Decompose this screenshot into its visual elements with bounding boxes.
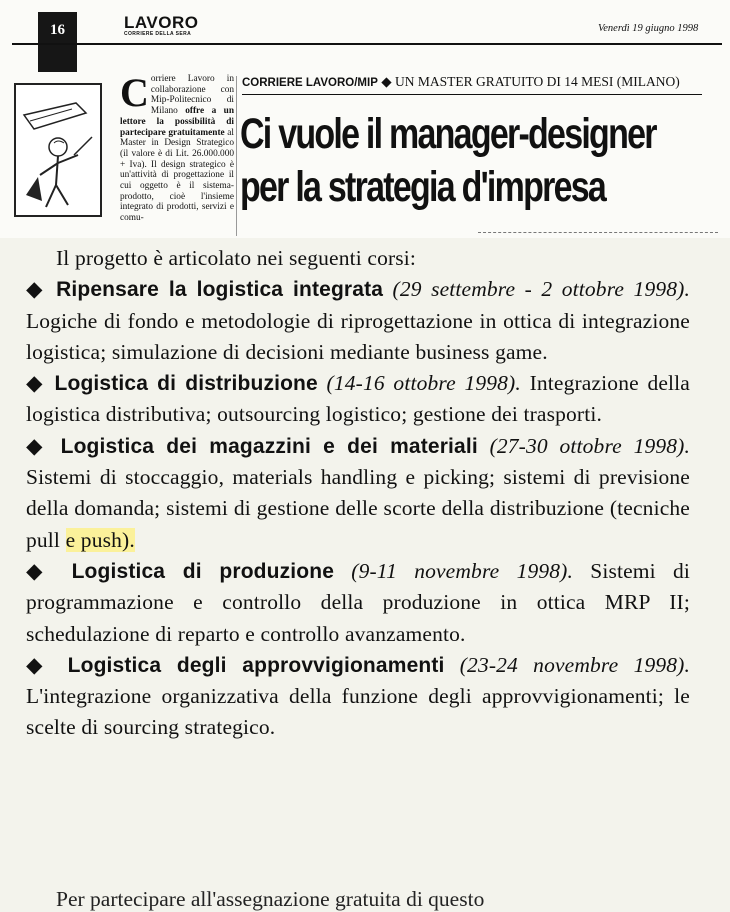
- kicker-section: CORRIERE LAVORO/MIP: [242, 77, 378, 89]
- course-dates: (23-24 novembre 1998).: [459, 652, 691, 677]
- course-item: [26, 650, 690, 744]
- page-number: 16: [38, 12, 77, 72]
- course-description: Sistemi di programmazione e controllo della produzione in ottica MRP II; schedulazione di reparto e controllo avanzamento.: [26, 558, 691, 646]
- course-title: Logistica degli approvvigionamenti: [67, 653, 445, 677]
- course-title: Logistica di produzione: [71, 559, 335, 583]
- course-item: [26, 556, 690, 650]
- diamond-bullet-icon: ◆: [26, 277, 47, 302]
- sketch-illustration-icon: [16, 85, 100, 215]
- kicker-rule: [242, 94, 702, 95]
- illustration: [14, 83, 102, 217]
- course-description: Integrazione della logistica distributiva; outsourcing logistico; gestione dei trasporti.: [26, 371, 690, 427]
- kicker-line: [242, 74, 680, 90]
- course-description: L'integrazione organizzativa della funzione degli approvvigionamenti; le scelte di sourcing strategico.: [26, 684, 690, 740]
- diamond-bullet-icon: ◆: [26, 433, 49, 458]
- headline-line-1: Ci vuole il manager-designer: [240, 110, 656, 158]
- course-title: Logistica di distribuzione: [54, 372, 318, 396]
- dashed-box-edge: [478, 232, 718, 239]
- intro-text-1: orriere Lavoro in collaborazione con Mip-Politecnico di Milano: [150, 74, 234, 117]
- course-item: [26, 431, 690, 556]
- issue-date: Venerdì 19 giugno 1998: [598, 23, 699, 34]
- diamond-bullet-icon: ◆: [26, 652, 53, 677]
- column-divider: [236, 76, 237, 236]
- masthead-title: LAVORO: [124, 13, 199, 32]
- masthead-subtitle: CORRIERE DELLA SERA: [124, 31, 192, 37]
- course-dates: (14-16 ottobre 1998).: [326, 371, 521, 396]
- diamond-bullet-icon: ◆: [26, 558, 55, 583]
- diamond-bullet-icon: ◆: [26, 371, 46, 396]
- course-dates: (29 settembre - 2 ottobre 1998).: [392, 277, 690, 302]
- course-list-lead: Il progetto è articolato nei seguenti corsi:: [56, 246, 417, 270]
- course-item: [26, 274, 690, 368]
- course-list: [26, 243, 690, 744]
- header-rule: [12, 43, 722, 45]
- clipped-next-line: Per partecipare all'assegnazione gratuita di questo: [56, 887, 485, 911]
- course-item: [26, 368, 690, 431]
- clipped-line-container: [0, 887, 730, 912]
- intro-text-2: al Master in Design Strategico (il valore è di Lit. 26.000.000 + Iva). Il design strategico è un'attività di progettazione il cui oggetto è il sistema-prodotto, cioè l'insieme integrato di prodotti, servizi e comu-: [120, 127, 234, 224]
- intro-text-bold: offre a un lettore la possibilità di partecipare gratuitamente: [120, 106, 234, 138]
- masthead: [124, 14, 198, 38]
- course-description: Logiche di fondo e metodologie di riprogettazione in ottica di integrazione logistica; simulazione di decisioni mediante business game.: [26, 308, 690, 364]
- headline: [240, 108, 656, 214]
- highlighted-text: e push).: [65, 527, 135, 552]
- drop-cap: C: [120, 70, 149, 115]
- course-description: Sistemi di stoccaggio, materials handling e picking; sistemi di previsione della domanda; sistemi di gestione delle scorte della distribuzione (tecniche pull: [26, 465, 690, 552]
- diamond-bullet-icon: ◆: [381, 74, 392, 89]
- course-dates: (27-30 ottobre 1998).: [489, 433, 690, 458]
- course-title: Logistica dei magazzini e dei materiali: [60, 434, 478, 458]
- course-title: Ripensare la logistica integrata: [56, 278, 384, 302]
- headline-line-2: per la strategia d'impresa: [240, 163, 606, 211]
- course-dates: (9-11 novembre 1998).: [351, 558, 574, 583]
- kicker-text: UN MASTER GRATUITO DI 14 MESI (MILANO): [395, 74, 680, 89]
- intro-paragraph: [120, 70, 234, 224]
